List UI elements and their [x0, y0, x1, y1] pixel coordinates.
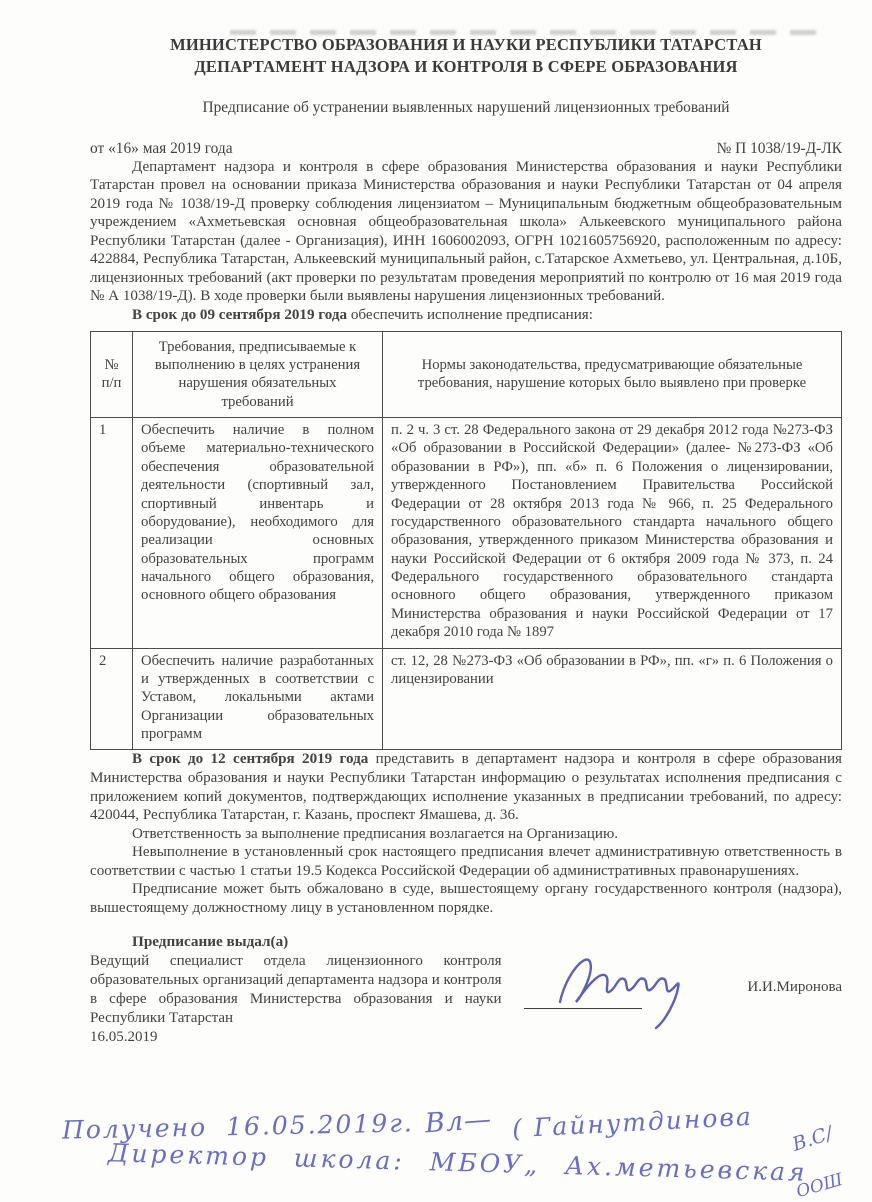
document-date: от «16» мая 2019 года: [90, 139, 233, 157]
deadline-1-text: обеспечить исполнение предписания:: [347, 307, 593, 324]
deadline-2-text: представить в департамент надзора и контроля в сфере образования Министерства образования и науки Республики Татарстан информацию о результатах исполнения предписания с приложением копий документов, подтверждающих исполнение указанных в предписании требований, по адресу: 420044, Республика Татарстан, г. Казань, проспект Ямашева, д. 36.: [90, 751, 842, 824]
handwriting-school-tail: ООШ: [794, 1169, 846, 1202]
issuer-name: И.И.Миронова: [747, 978, 842, 995]
signature-block: [90, 952, 842, 1028]
intro-paragraph: Департамент надзора и контроля в сфере образования Министерства образования и науки Республики Татарстан провел на основании приказа Министерства образования и науки Республики Татарстан от 04 апреля 2019 года № 1038/19-Д проверку соблюдения лицензиатом – Муниципальным бюджетным общеобразовательным учреждением «Ахметьевская основная общеобразовательная школа» Алькеевского муниципального района Республики Татарстан (далее - Организация), ИНН 1606002093, ОГРН 1021605756920, расположенным по адресу: 422884, Республика Татарстан, Алькеевский муниципальный район, с.Татарское Ахметьево, ул. Центральная, д.10Б, лицензионных требований (акт проверки по результатам проведения мероприятий по контролю от 16 мая 2019 года № А 1038/19-Д). В ходе проверки были выявлены нарушения лицензионных требований.: [90, 158, 842, 305]
col-header-requirement: Требования, предписываемые к выполнению в целях устранения нарушения обязательных требований: [133, 331, 383, 418]
row-number: 2: [91, 648, 133, 750]
liability-paragraph: Невыполнение в установленный срок настоящего предписания влечет административную ответственность в соответствии с частью 1 статьи 19.5 Кодекса Российской Федерации об административных правонарушениях.: [90, 844, 842, 879]
table-row: [91, 648, 842, 750]
handwritten-signature-icon: [552, 944, 722, 1034]
requirement-cell: Обеспечить наличие разработанных и утвержденных в соответствии с Уставом, локальными актами Организации образовательных программ: [133, 648, 383, 750]
table-row: [91, 418, 842, 649]
deadline-2-date: В срок до 12 сентября 2019 года: [132, 751, 369, 768]
deadline-1-date: В срок до 09 сентября 2019 года: [132, 307, 348, 324]
signature-area: [524, 952, 748, 1028]
document-number: № П 1038/19-Д-ЛК: [716, 139, 842, 157]
appeal-paragraph: Предписание может быть обжаловано в суде, вышестоящему органу государственного контроля (надзора), вышестоящему должностному лицу в установленном порядке.: [90, 881, 842, 916]
deadline-line-1: [90, 306, 842, 325]
handwriting-director-line: Директор школа: МБОУ„ Ах.метьевская: [107, 1138, 808, 1187]
ministry-line-2: ДЕПАРТАМЕНТ НАДЗОРА И КОНТРОЛЯ В СФЕРЕ ОБРАЗОВАНИЯ: [194, 56, 738, 76]
document-title: Предписание об устранении выявленных нарушений лицензионных требований: [202, 98, 730, 116]
deadline-paragraph-2: [90, 750, 842, 824]
ministry-header: [90, 34, 842, 78]
ministry-line-1: МИНИСТЕРСТВО ОБРАЗОВАНИЯ И НАУКИ РЕСПУБЛИКИ ТАТАРСТАН: [170, 35, 762, 54]
col-header-num: № п/п: [91, 331, 133, 418]
row-number: 1: [91, 418, 133, 649]
handwriting-name: ( Гайнутдинова: [511, 1101, 754, 1144]
norms-cell: п. 2 ч. 3 ст. 28 Федерального закона от 29 декабря 2012 года №273-ФЗ «Об образовании в Российской Федерации» (далее- №273-ФЗ «Об образовании в РФ»), пп. «б» п. 6 Положения о лицензировании, утвержденного Постановлением Правительства Российской Федерации от 28 октября 2013 года № 966, п. 25 Федерального государственного образовательного стандарта начального общего образования, утвержденного приказом Министерства образования и науки Российской Федерации от 6 октября 2009 года № 373, п. 24 Федерального государственного образовательного стандарта основного общего образования, утвержденного приказом Министерства образования и науки Российской Федерации от 17 декабря 2010 года № 1897: [383, 418, 842, 649]
handwriting-initials: В.С/: [789, 1122, 836, 1156]
issuer-position: Ведущий специалист отдела лицензионного контроля образовательных организаций департамента надзора и контроля в сфере образования Министерства образования и науки Республики Татарстан: [90, 952, 502, 1026]
requirement-cell: Обеспечить наличие в полном объеме материально-технического обеспечения образовательной деятельности (спортивный зал, спортивный инвентарь и оборудование), необходимого для реализации основных образовательных программ начального общего образования, основного общего образования: [133, 418, 383, 649]
handwriting-received-line: Получено 16.05.2019г.: [61, 1108, 415, 1145]
issue-date: 16.05.2019: [90, 1028, 158, 1045]
table-header-row: [91, 331, 842, 418]
handwriting-signature: Вл—: [424, 1103, 494, 1140]
col-header-norms: Нормы законодательства, предусматривающие обязательные требования, нарушение которых было выявлено при проверке: [383, 331, 842, 418]
responsibility-paragraph: Ответственность за выполнение предписания возлагается на Организацию.: [132, 825, 619, 842]
date-number-line: [90, 140, 842, 158]
violations-table: [90, 331, 842, 751]
issued-by-label: Предписание выдал(а): [132, 932, 289, 950]
norms-cell: ст. 12, 28 №273-ФЗ «Об образовании в РФ», пп. «г» п. 6 Положения о лицензировании: [383, 648, 842, 750]
